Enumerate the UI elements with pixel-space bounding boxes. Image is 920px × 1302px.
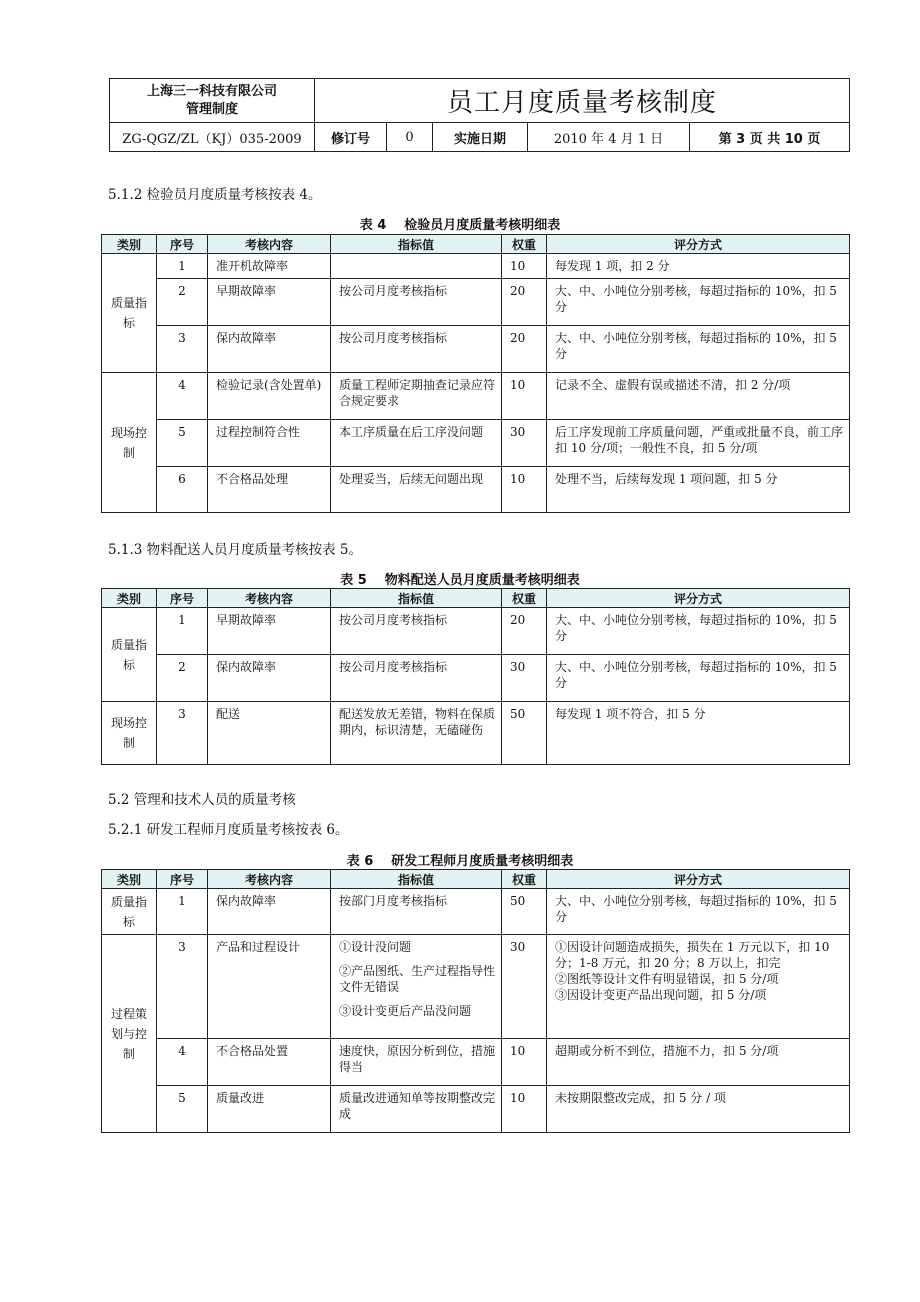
target-item: ②产品图纸、生产过程指导性文件无错误	[339, 964, 496, 994]
row-target	[331, 935, 502, 1039]
row-scoring: 大、中、小吨位分别考核，每超过指标的 10%，扣 5 分	[547, 655, 850, 702]
row-target	[331, 254, 502, 279]
table5-number: 表 5	[340, 573, 367, 588]
row-target: 本工序质量在后工序没问题	[331, 420, 502, 467]
col-target: 指标值	[331, 589, 502, 608]
row-number: 2	[157, 655, 208, 702]
table4-number: 表 4	[359, 218, 387, 233]
row-weight: 10	[502, 1039, 547, 1086]
table-row	[102, 889, 850, 935]
row-target: 按公司月度考核指标	[331, 655, 502, 702]
table6-title: 研发工程师月度质量考核明细表	[391, 854, 574, 869]
col-weight: 权重	[502, 589, 547, 608]
row-content: 保内故障率	[208, 326, 331, 373]
row-content: 产品和过程设计	[208, 935, 331, 1039]
row-weight: 20	[502, 608, 547, 655]
document-header	[109, 78, 850, 152]
row-content: 检验记录(含处置单)	[208, 373, 331, 420]
row-scoring: 后工序发现前工序质量问题，严重或批量不良，前工序扣 10 分/项；一般性不良，扣 5 分/项	[547, 420, 850, 467]
row-target: 按公司月度考核指标	[331, 608, 502, 655]
col-category: 类别	[102, 870, 157, 889]
row-content: 准开机故障率	[208, 254, 331, 279]
section-5-2-1: 5.2.1 研发工程师月度质量考核按表 6。	[108, 822, 349, 838]
effective-date: 2010 年 4 月 1 日	[528, 123, 690, 152]
document-title: 员工月度质量考核制度	[315, 79, 850, 123]
col-content: 考核内容	[208, 589, 331, 608]
table-row	[102, 326, 850, 373]
col-number: 序号	[157, 870, 208, 889]
col-target: 指标值	[331, 235, 502, 254]
row-content: 保内故障率	[208, 655, 331, 702]
table4-title: 检验员月度质量考核明细表	[404, 218, 561, 233]
row-scoring: 超期或分析不到位，措施不力，扣 5 分/项	[547, 1039, 850, 1086]
col-target: 指标值	[331, 870, 502, 889]
row-number: 5	[157, 420, 208, 467]
table6-caption	[0, 850, 920, 869]
row-target: 按公司月度考核指标	[331, 326, 502, 373]
row-scoring: 记录不全、虚假有误或描述不清，扣 2 分/项	[547, 373, 850, 420]
row-content: 过程控制符合性	[208, 420, 331, 467]
row-weight: 50	[502, 702, 547, 765]
table-row	[102, 608, 850, 655]
col-category: 类别	[102, 589, 157, 608]
row-number: 1	[157, 254, 208, 279]
row-target: 按部门月度考核指标	[331, 889, 502, 935]
col-weight: 权重	[502, 870, 547, 889]
table-row	[102, 279, 850, 326]
company-name: 上海三一科技有限公司	[146, 83, 277, 99]
row-weight: 10	[502, 254, 547, 279]
row-weight: 10	[502, 1086, 547, 1133]
page-info: 第 3 页 共 10 页	[690, 123, 850, 152]
row-scoring: 每发现 1 项不符合，扣 5 分	[547, 702, 850, 765]
row-scoring	[547, 935, 850, 1039]
col-number: 序号	[157, 589, 208, 608]
company-cell	[110, 79, 315, 123]
table6-number: 表 6	[346, 854, 374, 869]
table-row	[102, 373, 850, 420]
table-row	[102, 1039, 850, 1086]
col-number: 序号	[157, 235, 208, 254]
row-number: 5	[157, 1086, 208, 1133]
row-weight: 30	[502, 420, 547, 467]
row-scoring: 大、中、小吨位分别考核，每超过指标的 10%，扣 5 分	[547, 608, 850, 655]
row-content: 质量改进	[208, 1086, 331, 1133]
table-row	[102, 467, 850, 513]
row-scoring: 大、中、小吨位分别考核，每超过指标的 10%，扣 5 分	[547, 326, 850, 373]
table5-caption	[0, 569, 920, 588]
table-header-row	[102, 589, 850, 608]
row-content: 不合格品处置	[208, 1039, 331, 1086]
table6	[101, 869, 850, 1133]
row-number: 6	[157, 467, 208, 513]
row-target: 处理妥当，后续无问题出现	[331, 467, 502, 513]
category-cell: 质量指标	[102, 254, 157, 373]
row-weight: 10	[502, 467, 547, 513]
row-target: 质量工程师定期抽查记录应符合规定要求	[331, 373, 502, 420]
table4	[101, 234, 850, 513]
row-weight: 10	[502, 373, 547, 420]
table-header-row	[102, 870, 850, 889]
col-weight: 权重	[502, 235, 547, 254]
category-cell: 质量指标	[102, 608, 157, 702]
effective-date-label: 实施日期	[433, 123, 528, 152]
row-scoring: 处理不当，后续每发现 1 项问题，扣 5 分	[547, 467, 850, 513]
row-content: 配送	[208, 702, 331, 765]
row-target: 速度快，原因分析到位，措施得当	[331, 1039, 502, 1086]
category-cell: 现场控制	[102, 373, 157, 513]
category-cell: 过程策划与控制	[102, 935, 157, 1133]
row-weight: 20	[502, 326, 547, 373]
row-scoring: 大、中、小吨位分别考核，每超过指标的 10%，扣 5 分	[547, 889, 850, 935]
row-number: 1	[157, 889, 208, 935]
table-row	[102, 420, 850, 467]
table4-caption	[0, 214, 920, 233]
section-5-1-3: 5.1.3 物料配送人员月度质量考核按表 5。	[108, 542, 363, 558]
row-content: 早期故障率	[208, 608, 331, 655]
row-scoring: 未按期限整改完成，扣 5 分 / 项	[547, 1086, 850, 1133]
scoring-item: ②图纸等设计文件有明显错误，扣 5 分/项	[555, 972, 779, 986]
row-target: 按公司月度考核指标	[331, 279, 502, 326]
table-header-row	[102, 235, 850, 254]
revision-value: 0	[387, 123, 433, 152]
row-content: 保内故障率	[208, 889, 331, 935]
row-content: 不合格品处理	[208, 467, 331, 513]
table5-title: 物料配送人员月度质量考核明细表	[384, 573, 580, 588]
scoring-item: ③因设计变更产品出现问题，扣 5 分/项	[555, 988, 767, 1002]
target-item: ③设计变更后产品没问题	[339, 1004, 472, 1018]
row-weight: 50	[502, 889, 547, 935]
row-weight: 20	[502, 279, 547, 326]
row-target: 质量改进通知单等按期整改完成	[331, 1086, 502, 1133]
row-scoring: 每发现 1 项，扣 2 分	[547, 254, 850, 279]
section-5-2: 5.2 管理和技术人员的质量考核	[108, 792, 296, 808]
table-row	[102, 935, 850, 1039]
scoring-item: ①因设计问题造成损失，损失在 1 万元以下，扣 10 分；1-8 万元，扣 20 分；8 万以上，扣完	[555, 940, 830, 970]
category-cell: 现场控制	[102, 702, 157, 765]
section-5-1-2: 5.1.2 检验员月度质量考核按表 4。	[108, 187, 322, 203]
row-number: 1	[157, 608, 208, 655]
row-weight: 30	[502, 655, 547, 702]
col-scoring: 评分方式	[547, 235, 850, 254]
row-number: 2	[157, 279, 208, 326]
row-weight: 30	[502, 935, 547, 1039]
col-scoring: 评分方式	[547, 589, 850, 608]
row-number: 3	[157, 935, 208, 1039]
row-number: 4	[157, 1039, 208, 1086]
regulation-type: 管理制度	[185, 101, 238, 117]
table-row	[102, 655, 850, 702]
col-content: 考核内容	[208, 870, 331, 889]
document-code: ZG-QGZ/ZL（KJ）035-2009	[110, 123, 315, 152]
col-content: 考核内容	[208, 235, 331, 254]
row-number: 3	[157, 326, 208, 373]
row-target: 配送发放无差错，物料在保质期内，标识清楚，无磕碰伤	[331, 702, 502, 765]
table-row	[102, 1086, 850, 1133]
category-cell: 质量指标	[102, 889, 157, 935]
table-row	[102, 702, 850, 765]
row-content: 早期故障率	[208, 279, 331, 326]
table-row	[102, 254, 850, 279]
row-number: 3	[157, 702, 208, 765]
revision-label: 修订号	[315, 123, 387, 152]
row-number: 4	[157, 373, 208, 420]
target-item: ①设计没问题	[339, 940, 412, 954]
table5	[101, 588, 850, 765]
col-category: 类别	[102, 235, 157, 254]
row-scoring: 大、中、小吨位分别考核，每超过指标的 10%，扣 5 分	[547, 279, 850, 326]
col-scoring: 评分方式	[547, 870, 850, 889]
